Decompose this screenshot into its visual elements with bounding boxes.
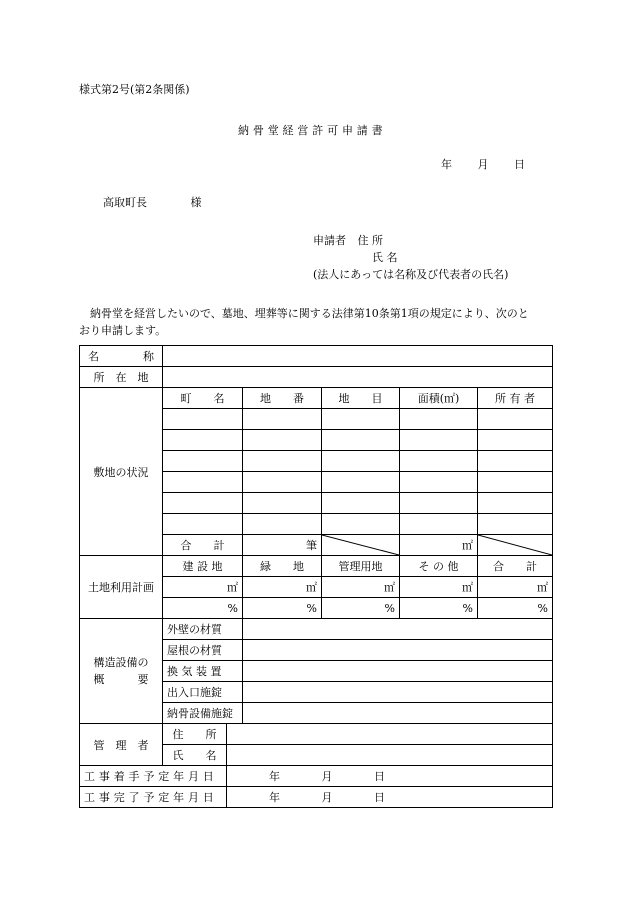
land-use-header-row — [80, 556, 553, 577]
site-cell[interactable] — [163, 430, 243, 451]
structure-label-line-1: 構造設備の — [93, 656, 149, 669]
manager-address-field[interactable] — [227, 724, 553, 745]
site-cell[interactable] — [163, 472, 243, 493]
site-header-row — [80, 388, 553, 409]
site-cell[interactable] — [478, 493, 553, 514]
finish-month: 月 — [321, 791, 333, 804]
applicant-label: 申請者 — [313, 234, 346, 247]
site-cell[interactable] — [322, 514, 400, 535]
applicant-note: (法人にあっては名称及び代表者の氏名) — [313, 268, 509, 281]
finish-day: 日 — [374, 791, 385, 804]
site-header-owner: 所 有 者 — [478, 388, 553, 409]
site-cell[interactable] — [163, 514, 243, 535]
finish-date-field[interactable] — [227, 787, 553, 808]
land-use-label: 土地利用計画 — [80, 556, 163, 619]
body-line-1: 納骨堂を経営したいので、墓地、埋葬等に関する法律第10条第1項の規定により、次のと — [79, 307, 529, 320]
site-cell[interactable] — [322, 472, 400, 493]
manager-name-field[interactable] — [227, 745, 553, 766]
site-label: 敷地の状況 — [80, 388, 163, 556]
site-cell[interactable] — [400, 430, 478, 451]
structure-wall-field[interactable] — [243, 619, 553, 640]
start-date-field[interactable] — [227, 766, 553, 787]
structure-label — [80, 619, 163, 724]
start-date-label: 工事着手予定年月日 — [80, 766, 227, 787]
name-field[interactable] — [163, 346, 553, 367]
row-name — [80, 346, 553, 367]
area-unit[interactable]: ㎡ — [478, 577, 553, 598]
site-cell[interactable] — [478, 409, 553, 430]
application-table — [79, 345, 553, 808]
applicant-address-label: 住 所 — [357, 234, 383, 247]
body-line-2: おり申請します。 — [79, 324, 167, 337]
site-cell[interactable] — [243, 451, 322, 472]
land-use-header-building: 建 設 地 — [163, 556, 243, 577]
site-cell[interactable] — [322, 430, 400, 451]
site-cell[interactable] — [243, 514, 322, 535]
finish-date-row — [80, 787, 553, 808]
site-cell[interactable] — [478, 430, 553, 451]
applicant-name-label: 氏 名 — [372, 251, 398, 264]
site-cell[interactable] — [400, 451, 478, 472]
row-location — [80, 367, 553, 388]
site-header-town: 町 名 — [163, 388, 243, 409]
site-cell[interactable] — [478, 472, 553, 493]
structure-item-roof: 屋根の材質 — [163, 640, 243, 661]
addressee-honorific: 様 — [190, 196, 202, 209]
site-cell[interactable] — [243, 430, 322, 451]
site-cell[interactable] — [243, 472, 322, 493]
structure-item-wall: 外壁の材質 — [163, 619, 243, 640]
name-label: 名 称 — [80, 346, 163, 367]
percent-unit[interactable]: % — [400, 598, 478, 619]
page-title: 納骨堂経営許可申請書 — [238, 124, 387, 137]
site-cell[interactable] — [400, 409, 478, 430]
site-header-category: 地 目 — [322, 388, 400, 409]
site-cell[interactable] — [163, 409, 243, 430]
structure-roof-field[interactable] — [243, 640, 553, 661]
finish-year: 年 — [269, 791, 280, 804]
start-month: 月 — [321, 770, 333, 783]
manager-name-label: 氏 名 — [163, 745, 227, 766]
manager-label: 管 理 者 — [80, 724, 163, 766]
site-cell[interactable] — [322, 409, 400, 430]
area-unit[interactable]: ㎡ — [243, 577, 322, 598]
start-day: 日 — [374, 770, 385, 783]
start-year: 年 — [269, 770, 280, 783]
land-use-header-other: そ の 他 — [400, 556, 478, 577]
site-total-diagonal — [322, 535, 400, 556]
structure-row — [80, 619, 553, 640]
percent-unit[interactable]: % — [163, 598, 243, 619]
manager-address-label: 住 所 — [163, 724, 227, 745]
site-cell[interactable] — [322, 493, 400, 514]
area-unit[interactable]: ㎡ — [400, 577, 478, 598]
date-line — [441, 156, 525, 172]
site-cell[interactable] — [243, 493, 322, 514]
percent-unit[interactable]: % — [243, 598, 322, 619]
site-cell[interactable] — [400, 472, 478, 493]
location-label: 所 在 地 — [80, 367, 163, 388]
land-use-header-total: 合 計 — [478, 556, 553, 577]
applicant-address-line — [313, 232, 383, 248]
structure-label-line-2: 概 要 — [93, 673, 149, 686]
date-month: 月 — [477, 158, 489, 171]
area-unit[interactable]: ㎡ — [322, 577, 400, 598]
structure-item-entrance-lock: 出入口施錠 — [163, 682, 243, 703]
structure-entrance-lock-field[interactable] — [243, 682, 553, 703]
location-field[interactable] — [163, 367, 553, 388]
site-cell[interactable] — [163, 451, 243, 472]
site-header-lot: 地 番 — [243, 388, 322, 409]
manager-row — [80, 724, 553, 745]
finish-date-label: 工事完了予定年月日 — [80, 787, 227, 808]
site-total-area[interactable]: ㎡ — [400, 535, 478, 556]
addressee — [103, 194, 202, 210]
form-number: 様式第2号(第2条関係) — [79, 83, 190, 96]
structure-item-ventilation: 換 気 装 置 — [163, 661, 243, 682]
site-cell[interactable] — [400, 514, 478, 535]
land-use-header-green: 緑 地 — [243, 556, 322, 577]
site-total-label: 合 計 — [163, 535, 243, 556]
site-cell[interactable] — [243, 409, 322, 430]
site-total-owner-diagonal — [478, 535, 553, 556]
site-cell[interactable] — [322, 451, 400, 472]
site-cell[interactable] — [478, 451, 553, 472]
percent-unit[interactable]: % — [478, 598, 553, 619]
structure-item-ossuary-lock: 納骨設備施錠 — [163, 703, 243, 724]
start-date-row — [80, 766, 553, 787]
site-cell[interactable] — [400, 493, 478, 514]
site-header-area: 面積(㎡) — [400, 388, 478, 409]
area-unit[interactable]: ㎡ — [163, 577, 243, 598]
percent-unit[interactable]: % — [322, 598, 400, 619]
site-total-count[interactable]: 筆 — [243, 535, 322, 556]
structure-ventilation-field[interactable] — [243, 661, 553, 682]
site-cell[interactable] — [163, 493, 243, 514]
addressee-name: 高取町長 — [103, 196, 147, 209]
land-use-header-management: 管理用地 — [322, 556, 400, 577]
site-cell[interactable] — [478, 514, 553, 535]
date-year: 年 — [441, 158, 452, 171]
date-day: 日 — [514, 158, 525, 171]
structure-ossuary-lock-field[interactable] — [243, 703, 553, 724]
